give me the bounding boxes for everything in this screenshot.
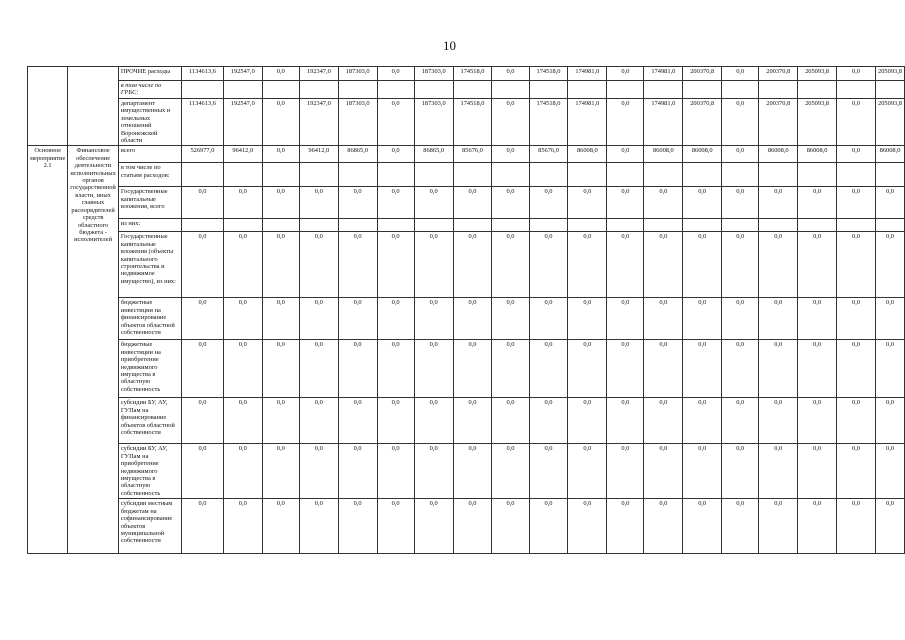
value-cell xyxy=(798,163,837,187)
value-cell: 0,0 xyxy=(607,499,644,554)
value-cell: 0,0 xyxy=(607,298,644,340)
value-cell xyxy=(262,81,299,99)
value-cell xyxy=(683,81,722,99)
value-cell: 0,0 xyxy=(299,298,338,340)
value-cell: 86008,0 xyxy=(644,146,683,163)
value-cell: 0,0 xyxy=(453,298,492,340)
value-cell: 1134613,6 xyxy=(182,67,224,81)
value-cell: 0,0 xyxy=(644,444,683,499)
value-cell: 0,0 xyxy=(644,398,683,444)
value-cell xyxy=(377,219,414,232)
value-cell: 0,0 xyxy=(223,444,262,499)
value-cell: 0,0 xyxy=(262,232,299,298)
value-cell xyxy=(798,81,837,99)
value-cell xyxy=(876,163,905,187)
value-cell: 0,0 xyxy=(837,232,876,298)
value-cell xyxy=(529,81,568,99)
value-cell: 0,0 xyxy=(644,499,683,554)
value-cell: 0,0 xyxy=(568,298,607,340)
value-cell: 0,0 xyxy=(876,298,905,340)
value-cell: 174981,0 xyxy=(644,99,683,146)
value-cell: 0,0 xyxy=(223,232,262,298)
value-cell: 0,0 xyxy=(722,298,759,340)
value-cell: 0,0 xyxy=(492,298,529,340)
value-cell: 0,0 xyxy=(798,340,837,398)
measure-name-cell: Финансовое обеспечение деятельности исполнительных органов государственной власти, иных главных распорядителей средств областного бюджета - исполнителей xyxy=(68,146,119,554)
value-cell: 0,0 xyxy=(223,298,262,340)
value-cell: 0,0 xyxy=(299,398,338,444)
value-cell: 0,0 xyxy=(414,187,453,219)
value-cell xyxy=(683,219,722,232)
value-cell xyxy=(607,219,644,232)
row-label-cell: департамент имущественных и земельных отношений Воронежской области xyxy=(118,99,181,146)
value-cell: 0,0 xyxy=(722,499,759,554)
value-cell: 174518,0 xyxy=(453,67,492,81)
row-label-cell: Государственные капитальные вложения (объекты капитального строительства и недвижимое имущество), из них: xyxy=(118,232,181,298)
value-cell xyxy=(377,81,414,99)
row-label-cell: субсидии БУ, АУ, ГУПам на приобретение недвижимого имущества в областную собственность xyxy=(118,444,181,499)
value-cell: 0,0 xyxy=(262,67,299,81)
value-cell: 0,0 xyxy=(492,340,529,398)
value-cell: 0,0 xyxy=(876,444,905,499)
value-cell: 174518,0 xyxy=(529,67,568,81)
value-cell: 0,0 xyxy=(607,187,644,219)
value-cell: 0,0 xyxy=(759,499,798,554)
value-cell xyxy=(644,163,683,187)
value-cell: 174981,0 xyxy=(568,67,607,81)
value-cell: 192547,0 xyxy=(223,67,262,81)
value-cell: 174518,0 xyxy=(453,99,492,146)
value-cell: 0,0 xyxy=(876,340,905,398)
table-row xyxy=(28,219,905,232)
value-cell: 0,0 xyxy=(529,298,568,340)
value-cell: 192347,0 xyxy=(299,99,338,146)
value-cell: 187303,0 xyxy=(338,67,377,81)
value-cell xyxy=(607,81,644,99)
value-cell: 0,0 xyxy=(492,67,529,81)
value-cell: 0,0 xyxy=(182,499,224,554)
row-label-cell: субсидии БУ, АУ, ГУПам на финансирование объектов областной собственности xyxy=(118,398,181,444)
value-cell: 0,0 xyxy=(607,232,644,298)
value-cell: 0,0 xyxy=(644,340,683,398)
value-cell: 0,0 xyxy=(837,444,876,499)
value-cell: 0,0 xyxy=(607,146,644,163)
value-cell xyxy=(299,219,338,232)
value-cell: 0,0 xyxy=(876,398,905,444)
value-cell: 0,0 xyxy=(568,232,607,298)
row-label-cell: в том числе по статьям расходов: xyxy=(118,163,181,187)
value-cell: 0,0 xyxy=(529,187,568,219)
value-cell xyxy=(722,81,759,99)
table-row xyxy=(28,499,905,554)
value-cell: 0,0 xyxy=(759,398,798,444)
value-cell: 205093,8 xyxy=(876,99,905,146)
value-cell xyxy=(453,163,492,187)
value-cell: 0,0 xyxy=(529,340,568,398)
value-cell: 0,0 xyxy=(377,99,414,146)
value-cell xyxy=(876,219,905,232)
value-cell: 96412,0 xyxy=(223,146,262,163)
value-cell: 85676,0 xyxy=(529,146,568,163)
value-cell: 0,0 xyxy=(377,444,414,499)
value-cell: 0,0 xyxy=(798,232,837,298)
value-cell: 0,0 xyxy=(683,187,722,219)
value-cell: 0,0 xyxy=(759,444,798,499)
row-label-cell: из них: xyxy=(118,219,181,232)
value-cell: 0,0 xyxy=(568,187,607,219)
value-cell: 0,0 xyxy=(607,67,644,81)
value-cell: 0,0 xyxy=(223,499,262,554)
value-cell: 0,0 xyxy=(299,232,338,298)
value-cell: 0,0 xyxy=(262,298,299,340)
value-cell xyxy=(683,163,722,187)
value-cell xyxy=(644,219,683,232)
value-cell: 187303,0 xyxy=(338,99,377,146)
value-cell xyxy=(837,81,876,99)
table-row xyxy=(28,340,905,398)
value-cell: 0,0 xyxy=(414,444,453,499)
value-cell xyxy=(414,219,453,232)
value-cell: 0,0 xyxy=(759,298,798,340)
value-cell: 0,0 xyxy=(414,499,453,554)
value-cell: 0,0 xyxy=(529,499,568,554)
value-cell: 0,0 xyxy=(414,398,453,444)
value-cell: 200370,8 xyxy=(683,99,722,146)
value-cell: 86008,0 xyxy=(683,146,722,163)
value-cell: 0,0 xyxy=(644,187,683,219)
value-cell: 0,0 xyxy=(262,187,299,219)
value-cell: 0,0 xyxy=(759,340,798,398)
value-cell: 0,0 xyxy=(798,444,837,499)
row-group-code-cell xyxy=(28,67,68,146)
value-cell: 0,0 xyxy=(453,499,492,554)
value-cell: 0,0 xyxy=(414,340,453,398)
value-cell xyxy=(414,81,453,99)
page-number: 10 xyxy=(443,38,456,53)
value-cell xyxy=(798,219,837,232)
value-cell xyxy=(722,163,759,187)
value-cell: 86008,0 xyxy=(798,146,837,163)
value-cell: 0,0 xyxy=(722,398,759,444)
value-cell: 86008,0 xyxy=(876,146,905,163)
value-cell: 0,0 xyxy=(492,99,529,146)
value-cell: 0,0 xyxy=(262,499,299,554)
value-cell: 0,0 xyxy=(683,398,722,444)
value-cell: 187303,0 xyxy=(414,67,453,81)
value-cell: 0,0 xyxy=(683,444,722,499)
value-cell: 86008,0 xyxy=(759,146,798,163)
value-cell: 0,0 xyxy=(837,67,876,81)
value-cell: 0,0 xyxy=(798,298,837,340)
row-label-cell: бюджетные инвестиции на приобретение недвижимого имущества в областную собственность xyxy=(118,340,181,398)
value-cell: 0,0 xyxy=(683,232,722,298)
value-cell: 0,0 xyxy=(377,187,414,219)
value-cell: 0,0 xyxy=(262,398,299,444)
value-cell: 0,0 xyxy=(529,232,568,298)
value-cell: 0,0 xyxy=(492,146,529,163)
value-cell: 187303,0 xyxy=(414,99,453,146)
value-cell: 0,0 xyxy=(223,398,262,444)
value-cell: 0,0 xyxy=(837,340,876,398)
value-cell: 526977,0 xyxy=(182,146,224,163)
value-cell: 86008,0 xyxy=(568,146,607,163)
value-cell: 0,0 xyxy=(837,398,876,444)
table-row xyxy=(28,187,905,219)
value-cell: 0,0 xyxy=(182,340,224,398)
row-label-cell: бюджетные инвестиции на финансирование объектов областной собственности xyxy=(118,298,181,340)
value-cell: 0,0 xyxy=(876,232,905,298)
value-cell: 0,0 xyxy=(453,232,492,298)
value-cell: 205093,8 xyxy=(876,67,905,81)
value-cell xyxy=(529,163,568,187)
value-cell: 1134613,6 xyxy=(182,99,224,146)
value-cell: 0,0 xyxy=(568,444,607,499)
value-cell xyxy=(644,81,683,99)
value-cell: 205093,8 xyxy=(798,67,837,81)
table-row xyxy=(28,81,905,99)
value-cell xyxy=(492,163,529,187)
value-cell xyxy=(759,163,798,187)
value-cell xyxy=(182,81,224,99)
value-cell xyxy=(338,81,377,99)
value-cell: 0,0 xyxy=(182,398,224,444)
value-cell xyxy=(492,219,529,232)
value-cell: 0,0 xyxy=(377,146,414,163)
value-cell xyxy=(377,163,414,187)
value-cell: 0,0 xyxy=(492,444,529,499)
value-cell: 174981,0 xyxy=(568,99,607,146)
row-label-cell: Государственные капитальные вложения, всего xyxy=(118,187,181,219)
value-cell: 0,0 xyxy=(453,398,492,444)
value-cell: 192347,0 xyxy=(299,67,338,81)
value-cell xyxy=(568,81,607,99)
value-cell: 0,0 xyxy=(837,499,876,554)
value-cell: 0,0 xyxy=(262,444,299,499)
value-cell: 0,0 xyxy=(683,298,722,340)
value-cell: 0,0 xyxy=(262,146,299,163)
value-cell: 0,0 xyxy=(529,398,568,444)
value-cell: 0,0 xyxy=(492,499,529,554)
value-cell xyxy=(223,219,262,232)
value-cell: 0,0 xyxy=(377,67,414,81)
value-cell: 0,0 xyxy=(223,340,262,398)
value-cell: 0,0 xyxy=(722,444,759,499)
value-cell xyxy=(876,81,905,99)
value-cell: 0,0 xyxy=(798,499,837,554)
value-cell xyxy=(722,219,759,232)
value-cell: 0,0 xyxy=(182,232,224,298)
value-cell: 0,0 xyxy=(683,340,722,398)
value-cell: 0,0 xyxy=(837,146,876,163)
value-cell: 0,0 xyxy=(377,499,414,554)
value-cell: 0,0 xyxy=(338,499,377,554)
table-row xyxy=(28,163,905,187)
row-label-cell: всего xyxy=(118,146,181,163)
value-cell: 0,0 xyxy=(453,340,492,398)
value-cell xyxy=(607,163,644,187)
value-cell: 0,0 xyxy=(338,398,377,444)
value-cell: 0,0 xyxy=(338,187,377,219)
value-cell: 0,0 xyxy=(492,187,529,219)
value-cell xyxy=(837,219,876,232)
value-cell xyxy=(568,219,607,232)
value-cell: 0,0 xyxy=(722,232,759,298)
value-cell xyxy=(338,219,377,232)
row-group-name-cell xyxy=(68,67,119,146)
value-cell: 0,0 xyxy=(644,232,683,298)
value-cell xyxy=(837,163,876,187)
value-cell: 0,0 xyxy=(299,187,338,219)
value-cell: 0,0 xyxy=(262,340,299,398)
value-cell xyxy=(453,81,492,99)
value-cell xyxy=(759,219,798,232)
value-cell: 0,0 xyxy=(876,187,905,219)
value-cell: 0,0 xyxy=(377,298,414,340)
value-cell: 0,0 xyxy=(683,499,722,554)
value-cell xyxy=(338,163,377,187)
value-cell: 0,0 xyxy=(492,398,529,444)
table-row xyxy=(28,398,905,444)
value-cell: 0,0 xyxy=(338,340,377,398)
budget-table xyxy=(27,66,905,554)
value-cell xyxy=(568,163,607,187)
table-row xyxy=(28,298,905,340)
value-cell: 0,0 xyxy=(453,187,492,219)
value-cell: 0,0 xyxy=(798,187,837,219)
value-cell: 0,0 xyxy=(182,187,224,219)
value-cell: 0,0 xyxy=(338,444,377,499)
value-cell xyxy=(262,219,299,232)
table-row xyxy=(28,99,905,146)
value-cell xyxy=(262,163,299,187)
value-cell: 192547,0 xyxy=(223,99,262,146)
value-cell xyxy=(492,81,529,99)
value-cell: 96412,0 xyxy=(299,146,338,163)
row-label-cell: в том числе по ГРБС: xyxy=(118,81,181,99)
value-cell: 0,0 xyxy=(607,340,644,398)
value-cell: 0,0 xyxy=(338,298,377,340)
value-cell xyxy=(414,163,453,187)
value-cell: 0,0 xyxy=(299,499,338,554)
value-cell: 0,0 xyxy=(414,232,453,298)
value-cell: 85676,0 xyxy=(453,146,492,163)
value-cell: 0,0 xyxy=(759,187,798,219)
value-cell: 0,0 xyxy=(299,444,338,499)
value-cell xyxy=(223,163,262,187)
measure-code-cell: Основное мероприятие 2.1 xyxy=(28,146,68,554)
value-cell: 86865,0 xyxy=(414,146,453,163)
value-cell: 0,0 xyxy=(182,444,224,499)
value-cell: 200370,8 xyxy=(683,67,722,81)
value-cell xyxy=(453,219,492,232)
value-cell: 0,0 xyxy=(223,187,262,219)
value-cell: 0,0 xyxy=(607,99,644,146)
row-label-cell: ПРОЧИЕ расходы xyxy=(118,67,181,81)
value-cell: 0,0 xyxy=(568,340,607,398)
value-cell: 0,0 xyxy=(837,187,876,219)
value-cell: 0,0 xyxy=(299,340,338,398)
value-cell: 205093,8 xyxy=(798,99,837,146)
value-cell xyxy=(529,219,568,232)
table-row xyxy=(28,146,905,163)
value-cell: 0,0 xyxy=(568,398,607,444)
table-row xyxy=(28,67,905,81)
value-cell xyxy=(299,81,338,99)
value-cell xyxy=(759,81,798,99)
value-cell: 86865,0 xyxy=(338,146,377,163)
value-cell: 0,0 xyxy=(722,340,759,398)
value-cell: 0,0 xyxy=(568,499,607,554)
value-cell: 0,0 xyxy=(759,232,798,298)
value-cell xyxy=(299,163,338,187)
value-cell: 0,0 xyxy=(262,99,299,146)
value-cell: 0,0 xyxy=(492,232,529,298)
value-cell: 0,0 xyxy=(722,187,759,219)
table-row xyxy=(28,232,905,298)
value-cell: 0,0 xyxy=(722,67,759,81)
value-cell: 0,0 xyxy=(529,444,568,499)
value-cell: 0,0 xyxy=(377,398,414,444)
value-cell xyxy=(182,219,224,232)
value-cell: 0,0 xyxy=(837,99,876,146)
value-cell: 0,0 xyxy=(837,298,876,340)
value-cell: 0,0 xyxy=(414,298,453,340)
value-cell: 200370,8 xyxy=(759,99,798,146)
row-label-cell: субсидии местным бюджетам на софинансирование объектов муниципальной собственности xyxy=(118,499,181,554)
value-cell: 0,0 xyxy=(607,398,644,444)
value-cell: 0,0 xyxy=(722,99,759,146)
value-cell: 174518,0 xyxy=(529,99,568,146)
value-cell: 0,0 xyxy=(338,232,377,298)
table-row xyxy=(28,444,905,499)
value-cell: 0,0 xyxy=(876,499,905,554)
value-cell: 0,0 xyxy=(607,444,644,499)
value-cell: 200370,8 xyxy=(759,67,798,81)
value-cell: 0,0 xyxy=(798,398,837,444)
value-cell: 0,0 xyxy=(377,340,414,398)
value-cell xyxy=(182,163,224,187)
value-cell: 174981,0 xyxy=(644,67,683,81)
value-cell: 0,0 xyxy=(182,298,224,340)
value-cell xyxy=(223,81,262,99)
value-cell: 0,0 xyxy=(644,298,683,340)
value-cell: 0,0 xyxy=(453,444,492,499)
value-cell: 0,0 xyxy=(377,232,414,298)
value-cell: 0,0 xyxy=(722,146,759,163)
